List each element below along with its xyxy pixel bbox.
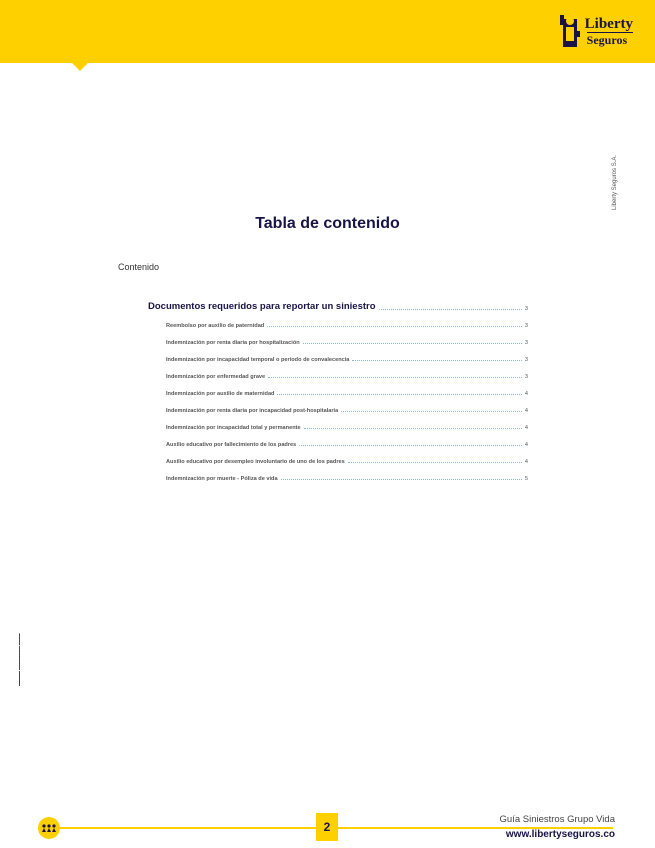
- toc-entry-label: Indemnización por auxilio de maternidad: [166, 391, 275, 397]
- toc-entry-label: Indemnización por incapacidad temporal o periodo de convalecencia: [166, 357, 350, 363]
- footer-url-link[interactable]: www.libertyseguros.co: [505, 829, 615, 840]
- liberty-logo: [557, 12, 633, 50]
- toc-entry[interactable]: [166, 380, 528, 397]
- toc-leader: [348, 461, 522, 463]
- toc-entry-label: Auxilio educativo por fallecimiento de los padres: [166, 442, 297, 448]
- toc-entry-page: 4: [524, 425, 528, 431]
- toc-entry-page: 4: [524, 442, 528, 448]
- toc-entry-page: 3: [524, 357, 528, 363]
- toc-entry[interactable]: [166, 414, 528, 431]
- toc-main-label: Documentos requeridos para reportar un siniestro: [148, 301, 376, 312]
- toc-entry-page: 3: [524, 323, 528, 329]
- toc-entry-page: 5: [524, 476, 528, 482]
- toc-entry-label: Indemnización por renta diaria por hospitalización: [166, 340, 300, 346]
- toc-entry[interactable]: [166, 431, 528, 448]
- page-number: 2: [316, 813, 338, 841]
- table-of-contents: [148, 296, 528, 482]
- statue-of-liberty-icon: [557, 13, 583, 49]
- toc-leader: [303, 342, 522, 344]
- toc-entry-label: Indemnización por muerte - Póliza de vida: [166, 476, 278, 482]
- contents-subtitle: Contenido: [118, 262, 160, 272]
- footer-guide-title: Guía Siniestros Grupo Vida: [499, 814, 615, 825]
- toc-entry-label: Indemnización por renta diaria por incapacidad post-hospitalaria: [166, 408, 339, 414]
- toc-leader: [281, 478, 522, 480]
- toc-entry-page: 3: [524, 340, 528, 346]
- page-title: Tabla de contenido: [255, 215, 400, 232]
- toc-leader: [352, 359, 521, 361]
- toc-entry[interactable]: [166, 312, 528, 329]
- toc-entry[interactable]: [166, 346, 528, 363]
- toc-entry[interactable]: [166, 329, 528, 346]
- side-company-label: Liberty Seguros S.A.: [612, 154, 618, 210]
- toc-leader: [267, 325, 522, 327]
- side-company-text: [612, 60, 622, 210]
- toc-entry-label: Auxilio educativo por desempleo involuntario de uno de los padres: [166, 459, 345, 465]
- toc-entry-page: 4: [524, 391, 528, 397]
- toc-entry-page: 3: [524, 374, 528, 380]
- toc-entry-label: Reembolso por auxilio de paternidad: [166, 323, 265, 329]
- toc-entry-label: Indemnización por enfermedad grave: [166, 374, 266, 380]
- toc-main-entry[interactable]: [148, 296, 528, 312]
- toc-main-page: 3: [524, 306, 528, 312]
- toc-entry[interactable]: [166, 465, 528, 482]
- toc-entry-page: 4: [524, 408, 528, 414]
- toc-leader: [304, 427, 522, 429]
- toc-entry[interactable]: [166, 397, 528, 414]
- toc-entry-page: 4: [524, 459, 528, 465]
- toc-leader: [268, 376, 522, 378]
- toc-leader: [299, 444, 522, 446]
- toc-entry-label: Indemnización por incapacidad total y permanente: [166, 425, 301, 431]
- toc-entry[interactable]: [166, 363, 528, 380]
- people-group-icon: [38, 817, 60, 839]
- header-notch: [72, 63, 88, 71]
- toc-leader: [277, 393, 521, 395]
- toc-entry[interactable]: [166, 448, 528, 465]
- toc-leader: [379, 308, 522, 310]
- brand-subname: Seguros: [587, 32, 633, 46]
- toc-leader: [341, 410, 522, 412]
- vertical-fine-print: ▬▬▬▬▬ ▬▬▬▬▬▬▬▬ ▬▬▬▬: [17, 633, 21, 686]
- brand-name: Liberty: [584, 15, 633, 32]
